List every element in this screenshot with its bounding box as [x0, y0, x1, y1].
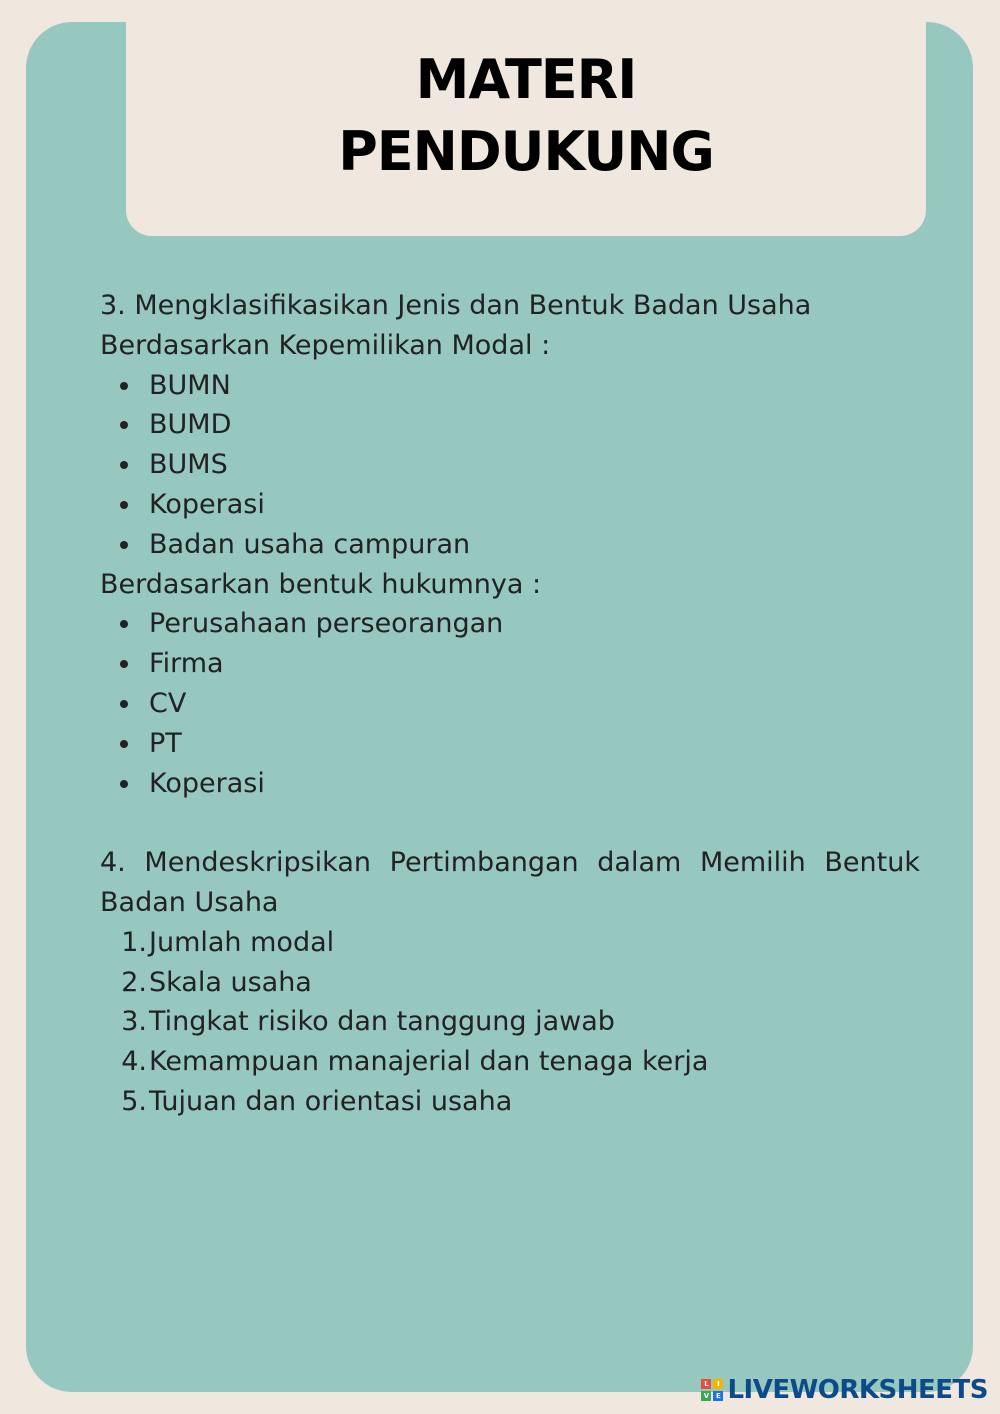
- logo-letter: V: [701, 1391, 711, 1401]
- logo-letter: I: [713, 1379, 723, 1389]
- list-item: BUMS: [100, 445, 920, 485]
- modal-label: Berdasarkan Kepemilikan Modal :: [100, 329, 551, 361]
- hukum-list: [100, 604, 920, 803]
- modal-list: [100, 366, 920, 565]
- list-text: Kemampuan manajerial dan tenaga kerja: [149, 1046, 709, 1078]
- page-title-line-1: MATERI: [415, 48, 637, 111]
- list-item: [100, 1042, 920, 1082]
- list-item: BUMD: [100, 405, 920, 445]
- list-item: BUMN: [100, 366, 920, 406]
- list-item: Firma: [100, 644, 920, 684]
- list-text: Jumlah modal: [149, 926, 335, 958]
- list-item: CV: [100, 684, 920, 724]
- section-3-heading: 3. Mengklasifikasikan Jenis dan Bentuk Badan Usaha: [100, 290, 812, 321]
- liveworksheets-logo[interactable]: [701, 1374, 988, 1406]
- list-number: 1.: [121, 926, 147, 958]
- page-title-line-2: PENDUKUNG: [338, 120, 714, 183]
- logo-letter: E: [713, 1391, 723, 1401]
- list-item: PT: [100, 724, 920, 764]
- list-item: [100, 1082, 920, 1122]
- list-item: Badan usaha campuran: [100, 525, 920, 565]
- list-item: Perusahaan perseorangan: [100, 604, 920, 644]
- hukum-label: Berdasarkan bentuk hukumnya :: [100, 568, 542, 600]
- list-text: Skala usaha: [149, 966, 312, 998]
- list-number: 2.: [121, 966, 147, 998]
- title-box: [126, 22, 926, 236]
- list-item: [100, 1002, 920, 1042]
- list-item: Koperasi: [100, 485, 920, 525]
- list-number: 3.: [121, 1006, 147, 1038]
- list-item: [100, 963, 920, 1003]
- list-text: Tingkat risiko dan tanggung jawab: [149, 1006, 615, 1038]
- worksheet-content: [100, 286, 920, 1122]
- considerations-list: [100, 923, 920, 1122]
- logo-text: LIVEWORKSHEETS: [727, 1375, 988, 1405]
- section-spacer: [100, 803, 920, 843]
- list-number: 4.: [121, 1046, 147, 1078]
- section-4-heading: 4. Mendeskripsikan Pertimbangan dalam Memilih Bentuk Badan Usaha: [100, 847, 920, 918]
- logo-letter: L: [701, 1379, 711, 1389]
- list-number: 5.: [121, 1085, 147, 1117]
- list-text: Tujuan dan orientasi usaha: [149, 1085, 513, 1117]
- list-item: Koperasi: [100, 764, 920, 804]
- list-item: [100, 923, 920, 963]
- logo-mark-icon: [701, 1379, 723, 1401]
